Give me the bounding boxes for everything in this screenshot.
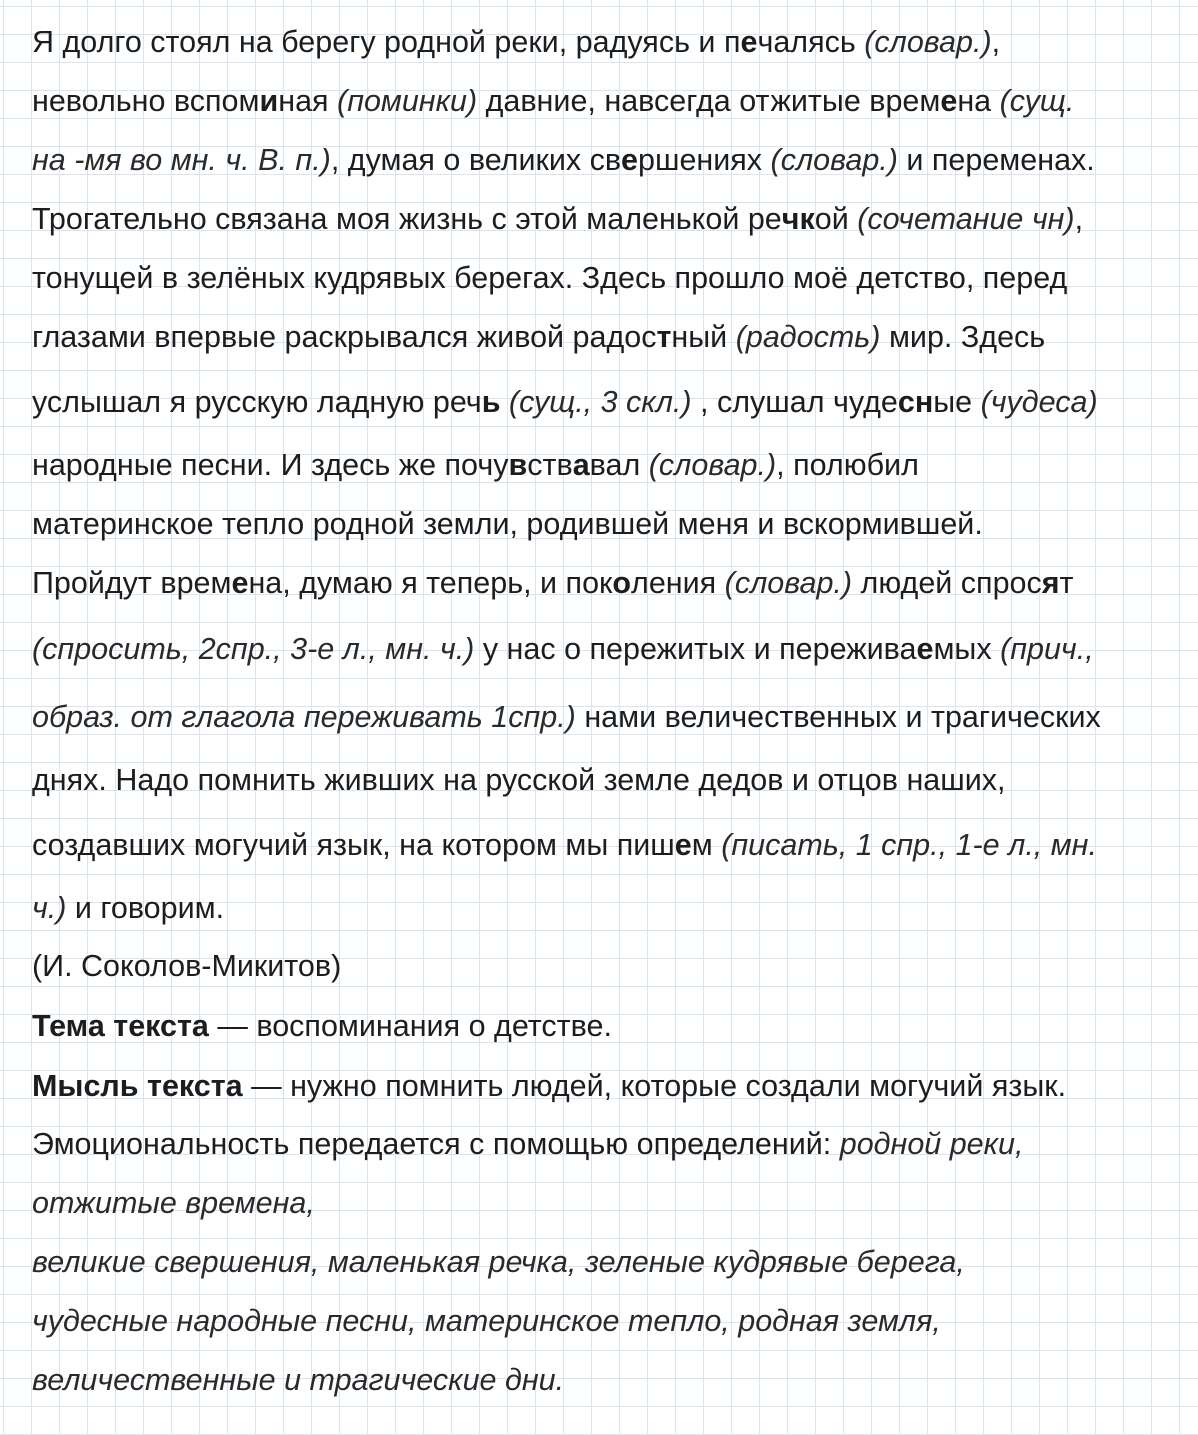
text-line	[32, 317, 1045, 357]
text-segment: у нас о пережитых и пережива	[474, 632, 917, 666]
grammar-note: (писать, 1 спр., 1-е л., мн.	[721, 828, 1097, 862]
text-line	[32, 563, 1074, 603]
text-line	[32, 1183, 315, 1223]
text-line	[32, 22, 1000, 62]
grammar-note: (словар.)	[770, 143, 898, 177]
text-segment: Пройдут врем	[32, 566, 232, 600]
text-segment: Трогательно связана моя жизнь с этой маленькой ре	[32, 202, 782, 236]
text-theme-line	[32, 1006, 612, 1046]
text-segment: невольно вспом	[32, 84, 260, 118]
text-segment: , полюбил	[776, 448, 919, 482]
example-phrase: величественные и трагические дни.	[32, 1363, 565, 1397]
text-segment: ,	[1074, 202, 1084, 236]
highlighted-letter: о	[612, 566, 632, 600]
text-line	[32, 825, 1097, 865]
grammar-note: (прич.,	[1000, 632, 1094, 666]
text-segment: нами величественных и трагических	[575, 700, 1101, 734]
text-segment: создавших могучий язык, на котором мы пиш	[32, 828, 675, 862]
example-phrase: отжитые времена,	[32, 1186, 315, 1220]
grammar-note: (спросить, 2спр., 3-е л., мн. ч.)	[32, 632, 475, 666]
text-segment: , слушал чуде	[691, 385, 898, 419]
text-segment: — нужно помнить людей, которые создали могучий язык.	[242, 1069, 1067, 1103]
text-segment: мир. Здесь	[880, 320, 1046, 354]
highlighted-letter: ь	[481, 385, 501, 419]
author-attribution	[32, 946, 341, 986]
text-segment: тонущей в зелёных кудрявых берегах. Здесь прошло моё детство, перед	[32, 261, 1068, 295]
highlighted-letter: т	[656, 320, 672, 354]
grammar-note: (сущ.	[999, 84, 1075, 118]
text-line	[32, 1360, 564, 1400]
grammar-note: (чудеса)	[980, 385, 1098, 419]
text-segment: и говорим.	[66, 891, 225, 925]
highlighted-letter: в	[508, 448, 528, 482]
text-segment: ые	[933, 385, 981, 419]
text-line	[32, 504, 983, 544]
example-phrase: великие свершения, маленькая речка, зеленые кудрявые берега,	[32, 1245, 965, 1279]
highlighted-letter: чк	[781, 202, 815, 236]
highlighted-letter: а	[572, 448, 590, 482]
text-segment: услышал я русскую ладную реч	[32, 385, 482, 419]
highlighted-letter: е	[740, 25, 758, 59]
text-segment	[500, 385, 508, 419]
text-segment: материнское тепло родной земли, родившей меня и вскормившей.	[32, 507, 983, 541]
idea-label: Мысль текста	[32, 1069, 243, 1103]
theme-label: Тема текста	[32, 1009, 209, 1043]
highlighted-letter: е	[674, 828, 692, 862]
text-segment: давние, навсегда отжитые врем	[477, 84, 941, 118]
highlighted-letter: е	[916, 632, 934, 666]
highlighted-letter: сн	[897, 385, 934, 419]
grammar-note: (радость)	[735, 320, 881, 354]
text-segment: (И. Соколов-Микитов)	[32, 949, 342, 983]
text-line	[32, 382, 1098, 422]
highlighted-letter: и	[259, 84, 279, 118]
text-segment: днях. Надо помнить живших на русской земле дедов и отцов наших,	[32, 763, 1006, 797]
grammar-note: (словар.)	[648, 448, 777, 482]
grammar-note: (словар.)	[864, 25, 992, 59]
text-segment: ления	[631, 566, 725, 600]
text-segment: вал	[589, 448, 649, 482]
grammar-note: (сущ., 3 скл.)	[508, 385, 692, 419]
text-segment: , думая о великих св	[330, 143, 622, 177]
text-segment: на, думаю я теперь, и пок	[248, 566, 613, 600]
highlighted-letter: е	[940, 84, 958, 118]
text-segment: ств	[527, 448, 573, 482]
text-line	[32, 445, 919, 485]
highlighted-letter: е	[231, 566, 249, 600]
grammar-note: ч.)	[32, 891, 67, 925]
text-line	[32, 258, 1067, 298]
text-segment: людей спрос	[852, 566, 1042, 600]
text-segment: Я долго стоял на берегу родной реки, радуясь и п	[32, 25, 741, 59]
text-segment: ой	[814, 202, 858, 236]
grammar-note: (сочетание чн)	[857, 202, 1075, 236]
grammar-note: на -мя во мн. ч. В. п.)	[32, 143, 331, 177]
text-segment: на	[957, 84, 1000, 118]
text-line	[32, 888, 224, 928]
text-segment: ный	[671, 320, 736, 354]
text-line	[32, 1301, 941, 1341]
example-phrase: родной реки,	[839, 1127, 1024, 1161]
text-line	[32, 697, 1101, 737]
highlighted-letter: е	[621, 143, 639, 177]
example-phrase: чудесные народные песни, материнское тепло, родная земля,	[32, 1304, 941, 1338]
text-segment: чалясь	[757, 25, 865, 59]
text-line	[32, 760, 1005, 800]
grammar-note: образ. от глагола переживать 1спр.)	[32, 700, 576, 734]
text-idea-line	[32, 1066, 1066, 1106]
highlighted-letter: я	[1041, 566, 1060, 600]
text-segment: и переменах.	[897, 143, 1095, 177]
text-segment: Эмоциональность передается с помощью определений:	[32, 1127, 840, 1161]
text-segment: мых	[933, 632, 1001, 666]
text-line	[32, 629, 1094, 669]
text-line	[32, 1124, 1023, 1164]
text-segment: народные песни. И здесь же почу	[32, 448, 509, 482]
text-segment: м	[691, 828, 722, 862]
text-line	[32, 140, 1095, 180]
text-line	[32, 81, 1074, 121]
text-line	[32, 1242, 965, 1282]
text-segment: — воспоминания о детстве.	[208, 1009, 612, 1043]
grammar-note: (поминки)	[337, 84, 478, 118]
grammar-note: (словар.)	[724, 566, 853, 600]
text-segment: глазами впервые раскрывался живой радос	[32, 320, 657, 354]
text-segment: ная	[278, 84, 338, 118]
text-segment: ршениях	[638, 143, 771, 177]
text-segment: ,	[991, 25, 1001, 59]
text-segment: т	[1059, 566, 1074, 600]
text-line	[32, 199, 1083, 239]
